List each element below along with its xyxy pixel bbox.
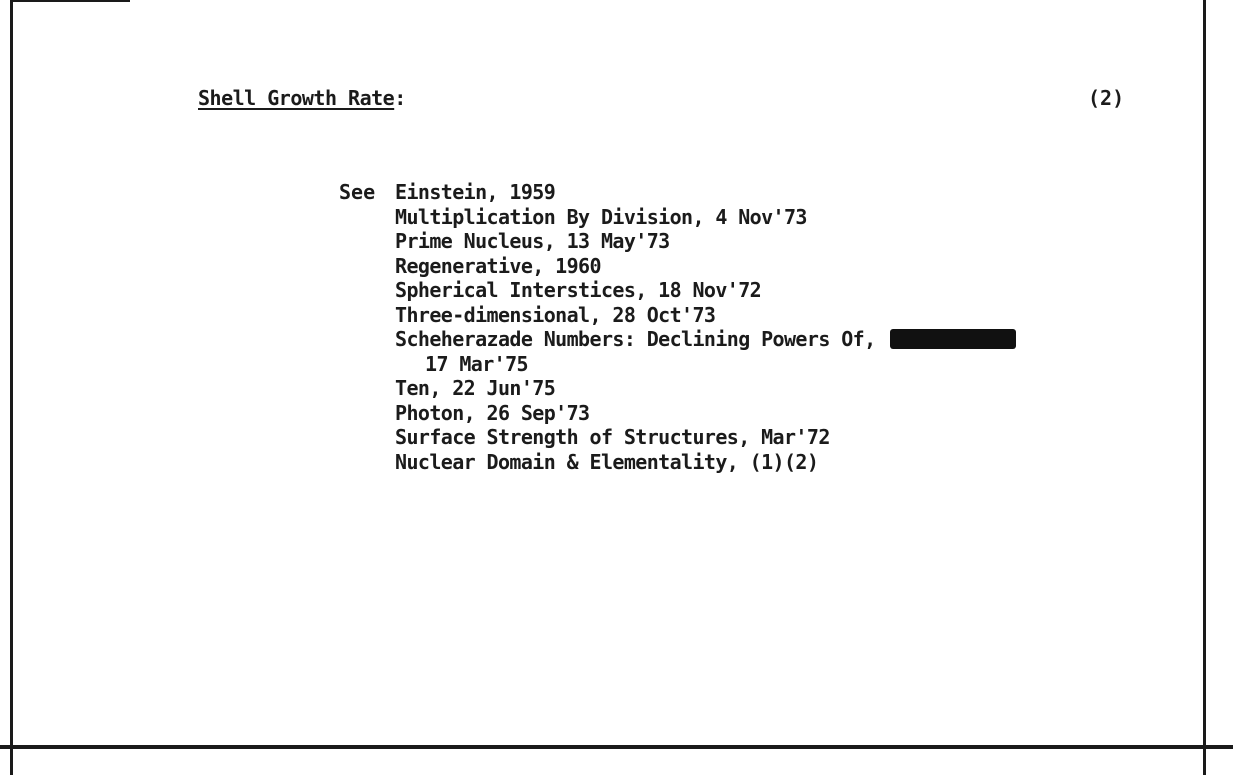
reference-item: Nuclear Domain & Elementality, (1)(2) — [395, 449, 819, 474]
reference-item: Spherical Interstices, 18 Nov'72 — [395, 278, 762, 302]
next-card-edge-left — [10, 749, 13, 775]
heading-title: Shell Growth Rate — [198, 86, 395, 110]
reference-item: Three-dimensional, 28 Oct'73 — [395, 302, 716, 327]
page-number: (2) — [1088, 86, 1125, 110]
reference-item: Regenerative, 1960 — [395, 253, 601, 278]
bottom-rule — [0, 745, 1233, 749]
top-rule — [10, 0, 130, 2]
reference-item: Ten, 22 Jun'75 — [395, 376, 556, 400]
reference-item: Prime Nucleus, 13 May'73 — [395, 229, 670, 253]
see-label: See — [339, 180, 376, 204]
reference-item: Multiplication By Division, 4 Nov'73 — [395, 204, 807, 229]
redaction-mark — [890, 329, 1016, 349]
reference-list — [395, 180, 1016, 474]
reference-item: Surface Strength of Structures, Mar'72 — [395, 425, 830, 449]
next-card-edge-right — [1203, 749, 1206, 775]
card-heading — [198, 86, 406, 110]
heading-colon: : — [394, 86, 406, 110]
reference-item-text: Scheherazade Numbers: Declining Powers Of, — [395, 327, 876, 351]
reference-item-continuation: 17 Mar'75 — [425, 351, 528, 376]
reference-item: Einstein, 1959 — [395, 180, 556, 204]
reference-item — [395, 327, 1016, 352]
reference-item: Photon, 26 Sep'73 — [395, 400, 590, 425]
